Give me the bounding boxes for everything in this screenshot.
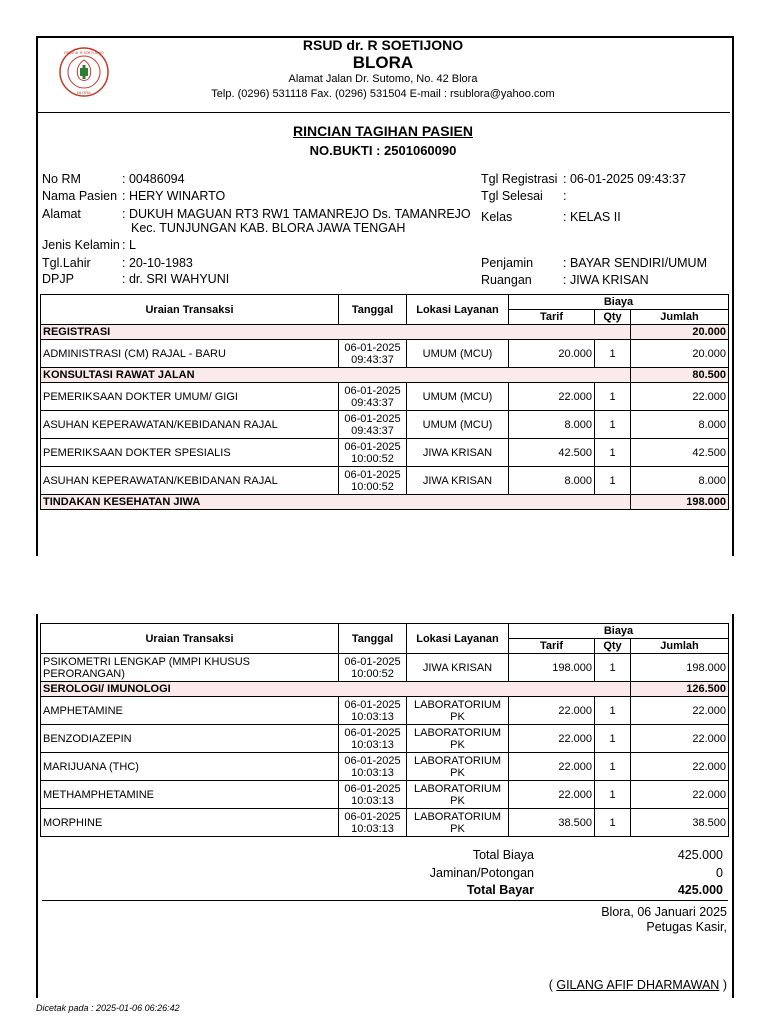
transaction-table-1 [40, 294, 729, 510]
row-tanggal: 06-01-2025 10:00:52 [339, 654, 407, 682]
category-name: TINDAKAN KESEHATAN JIWA [41, 495, 631, 510]
row-tanggal: 06-01-2025 09:43:37 [339, 383, 407, 411]
col-biaya: Biaya [509, 624, 729, 639]
row-qty: 1 [595, 725, 631, 753]
hospital-city: BLORA [352, 53, 414, 72]
label-nama: Nama Pasien [42, 189, 118, 203]
row-tanggal: 06-01-2025 10:03:13 [339, 753, 407, 781]
total-bayar-label: Total Bayar [466, 883, 534, 897]
label-jenis-kelamin: Jenis Kelamin [42, 238, 120, 252]
hospital-contact: Telp. (0296) 531118 Fax. (0296) 531504 E-mail : rsublora@yahoo.com [211, 88, 555, 100]
label-tgl-selesai: Tgl Selesai [481, 189, 543, 203]
row-uraian: METHAMPHETAMINE [41, 781, 339, 809]
hospital-address: Alamat Jalan Dr. Sutomo, No. 42 Blora [288, 73, 478, 85]
label-tgl-registrasi: Tgl Registrasi [481, 172, 558, 186]
total-biaya-value: 425.000 [677, 848, 723, 862]
label-no-rm: No RM [42, 172, 81, 186]
row-jumlah: 42.500 [631, 439, 729, 467]
row-tarif: 22.000 [509, 383, 595, 411]
row-qty: 1 [595, 809, 631, 837]
col-lokasi: Lokasi Layanan [407, 295, 509, 325]
row-jumlah: 20.000 [631, 340, 729, 368]
category-name: KONSULTASI RAWAT JALAN [41, 368, 631, 383]
row-jumlah: 22.000 [631, 753, 729, 781]
signature-open-paren: ( [548, 978, 553, 992]
row-uraian: PEMERIKSAAN DOKTER UMUM/ GIGI [41, 383, 339, 411]
row-lokasi: UMUM (MCU) [407, 411, 509, 439]
value-tgl-lahir: : 20-10-1983 [122, 256, 193, 270]
row-qty: 1 [595, 467, 631, 495]
category-total: 80.500 [631, 368, 729, 383]
value-alamat-line2: Kec. TUNJUNGAN KAB. BLORA JAWA TENGAH [131, 221, 406, 235]
table-row [41, 809, 729, 837]
signature-place-date: Blora, 06 Januari 2025 [601, 905, 727, 919]
row-jumlah: 8.000 [631, 467, 729, 495]
row-jumlah: 22.000 [631, 781, 729, 809]
value-nama: : HERY WINARTO [122, 189, 226, 203]
row-tarif: 198.000 [509, 654, 595, 682]
col-lokasi: Lokasi Layanan [407, 624, 509, 654]
svg-text:RSUD dr. R SOETIJONO: RSUD dr. R SOETIJONO [64, 51, 104, 55]
table-row [41, 383, 729, 411]
row-tarif: 22.000 [509, 725, 595, 753]
totals-divider [42, 900, 728, 901]
value-alamat-line1: : DUKUH MAGUAN RT3 RW1 TAMANREJO Ds. TAMANREJO [122, 207, 471, 221]
row-lokasi: JIWA KRISAN [407, 654, 509, 682]
row-jumlah: 38.500 [631, 809, 729, 837]
table-row [41, 781, 729, 809]
row-tarif: 22.000 [509, 781, 595, 809]
col-qty: Qty [595, 310, 631, 325]
row-qty: 1 [595, 697, 631, 725]
row-jumlah: 22.000 [631, 383, 729, 411]
category-total: 20.000 [631, 325, 729, 340]
row-lokasi: LABORATORIUM PK [407, 697, 509, 725]
hospital-name: RSUD dr. R SOETIJONO [302, 37, 464, 53]
svg-text:BLORA: BLORA [77, 90, 91, 95]
category-row [41, 682, 729, 697]
row-qty: 1 [595, 654, 631, 682]
row-uraian: BENZODIAZEPIN [41, 725, 339, 753]
row-qty: 1 [595, 439, 631, 467]
table-row [41, 725, 729, 753]
col-tanggal: Tanggal [339, 295, 407, 325]
table-row [41, 340, 729, 368]
label-dpjp: DPJP [42, 272, 74, 286]
row-tarif: 22.000 [509, 753, 595, 781]
row-tanggal: 06-01-2025 10:00:52 [339, 467, 407, 495]
signature-name: GILANG AFIF DHARMAWAN [556, 978, 720, 992]
category-total: 198.000 [631, 495, 729, 510]
value-kelas: : KELAS II [563, 210, 621, 224]
row-tarif: 42.500 [509, 439, 595, 467]
col-uraian: Uraian Transaksi [41, 295, 339, 325]
row-jumlah: 22.000 [631, 725, 729, 753]
value-no-rm: : 00486094 [122, 172, 185, 186]
table-row [41, 411, 729, 439]
col-qty: Qty [595, 639, 631, 654]
category-row [41, 495, 729, 510]
table-row [41, 467, 729, 495]
row-tarif: 8.000 [509, 467, 595, 495]
value-jenis-kelamin: : L [122, 238, 136, 252]
table-row [41, 654, 729, 682]
row-qty: 1 [595, 383, 631, 411]
row-tanggal: 06-01-2025 10:00:52 [339, 439, 407, 467]
category-row [41, 325, 729, 340]
row-tarif: 38.500 [509, 809, 595, 837]
value-ruangan: : JIWA KRISAN [563, 273, 649, 287]
row-lokasi: LABORATORIUM PK [407, 725, 509, 753]
row-qty: 1 [595, 411, 631, 439]
row-uraian: PSIKOMETRI LENGKAP (MMPI KHUSUS PERORANGAN) [41, 654, 339, 682]
row-lokasi: UMUM (MCU) [407, 340, 509, 368]
row-jumlah: 22.000 [631, 697, 729, 725]
row-uraian: AMPHETAMINE [41, 697, 339, 725]
table-row [41, 439, 729, 467]
row-lokasi: LABORATORIUM PK [407, 781, 509, 809]
row-uraian: ASUHAN KEPERAWATAN/KEBIDANAN RAJAL [41, 411, 339, 439]
row-tanggal: 06-01-2025 10:03:13 [339, 809, 407, 837]
receipt-number: NO.BUKTI : 2501060090 [309, 143, 457, 158]
category-row [41, 368, 729, 383]
row-tanggal: 06-01-2025 10:03:13 [339, 697, 407, 725]
row-tanggal: 06-01-2025 10:03:13 [339, 781, 407, 809]
col-tanggal: Tanggal [339, 624, 407, 654]
row-uraian: ASUHAN KEPERAWATAN/KEBIDANAN RAJAL [41, 467, 339, 495]
label-penjamin: Penjamin [481, 256, 534, 270]
row-tanggal: 06-01-2025 09:43:37 [339, 340, 407, 368]
category-total: 126.500 [631, 682, 729, 697]
signature-role: Petugas Kasir, [646, 920, 727, 934]
row-uraian: ADMINISTRASI (CM) RAJAL - BARU [41, 340, 339, 368]
printed-timestamp: Dicetak pada : 2025-01-06 06:26:42 [36, 1003, 180, 1013]
signature-close-paren: ) [722, 978, 727, 992]
col-jumlah: Jumlah [631, 310, 729, 325]
col-tarif: Tarif [509, 639, 595, 654]
row-tanggal: 06-01-2025 10:03:13 [339, 725, 407, 753]
value-tgl-selesai: : [563, 189, 567, 203]
page-title: RINCIAN TAGIHAN PASIEN [293, 123, 473, 139]
row-tarif: 20.000 [509, 340, 595, 368]
table-row [41, 753, 729, 781]
col-jumlah: Jumlah [631, 639, 729, 654]
row-lokasi: JIWA KRISAN [407, 439, 509, 467]
total-bayar-value: 425.000 [677, 883, 723, 897]
value-dpjp: : dr. SRI WAHYUNI [122, 272, 230, 286]
row-uraian: MARIJUANA (THC) [41, 753, 339, 781]
value-penjamin: : BAYAR SENDIRI/UMUM [563, 256, 707, 270]
label-kelas: Kelas [481, 210, 513, 224]
header-divider [38, 112, 730, 113]
col-uraian: Uraian Transaksi [41, 624, 339, 654]
label-alamat: Alamat [42, 207, 81, 221]
row-uraian: MORPHINE [41, 809, 339, 837]
row-lokasi: LABORATORIUM PK [407, 809, 509, 837]
total-biaya-label: Total Biaya [472, 848, 534, 862]
row-tarif: 8.000 [509, 411, 595, 439]
row-tarif: 22.000 [509, 697, 595, 725]
row-jumlah: 198.000 [631, 654, 729, 682]
signature-name-block [420, 978, 727, 992]
row-qty: 1 [595, 340, 631, 368]
value-tgl-registrasi: : 06-01-2025 09:43:37 [563, 172, 687, 186]
row-lokasi: UMUM (MCU) [407, 383, 509, 411]
jaminan-value: 0 [716, 866, 723, 880]
row-jumlah: 8.000 [631, 411, 729, 439]
transaction-table-2 [40, 623, 729, 837]
row-uraian: PEMERIKSAAN DOKTER SPESIALIS [41, 439, 339, 467]
row-qty: 1 [595, 753, 631, 781]
row-lokasi: LABORATORIUM PK [407, 753, 509, 781]
col-tarif: Tarif [509, 310, 595, 325]
col-biaya: Biaya [509, 295, 729, 310]
category-name: REGISTRASI [41, 325, 631, 340]
row-qty: 1 [595, 781, 631, 809]
row-lokasi: JIWA KRISAN [407, 467, 509, 495]
row-tanggal: 06-01-2025 09:43:37 [339, 411, 407, 439]
label-tgl-lahir: Tgl.Lahir [42, 256, 91, 270]
category-name: SEROLOGI/ IMUNOLOGI [41, 682, 631, 697]
label-ruangan: Ruangan [481, 273, 532, 287]
table-row [41, 697, 729, 725]
jaminan-label: Jaminan/Potongan [429, 866, 534, 880]
